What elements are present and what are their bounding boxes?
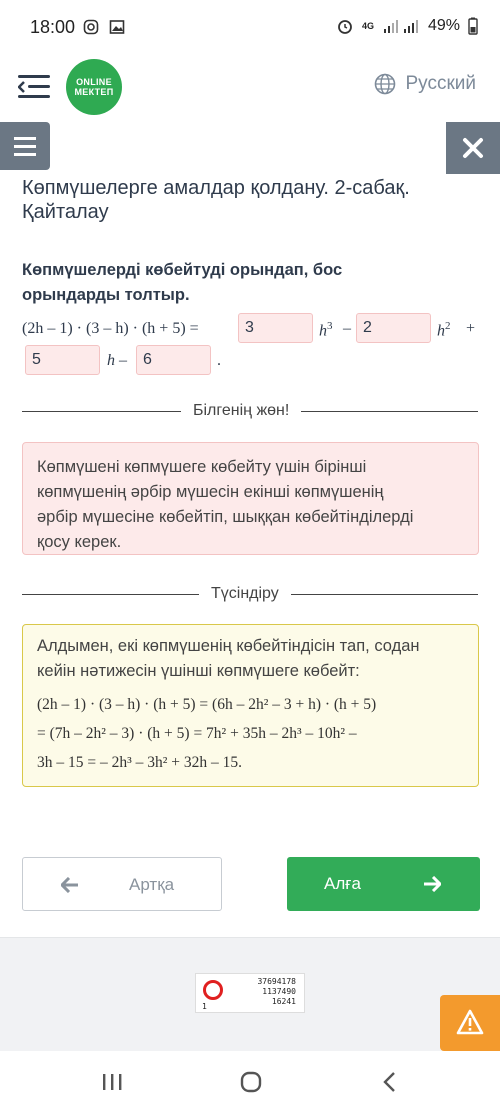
equation-minus1: – [343,320,351,337]
logo-text-line1: ONLINE [76,77,112,87]
back-button[interactable] [22,857,222,911]
recent-apps-icon[interactable] [101,1072,123,1092]
question-line1: Көпмүшелерді көбейтуді орындап, бос [22,261,343,279]
network-label: 4G [361,20,374,31]
explanation-line1: Алдымен, екі көпмүшенің көбейтіндісін тап, содан [37,637,420,655]
term3-variable: h – [107,352,127,369]
answer-field-2[interactable]: 2 [356,313,431,343]
answer-field-3[interactable]: 5 [25,345,100,375]
warning-icon [456,1009,484,1035]
hint-label: Білгенің жөн! [181,402,301,420]
system-nav-bar [0,1051,500,1111]
language-label: Русский [405,73,476,94]
signal-icon [382,18,420,34]
explanation-box [22,624,479,787]
explanation-line2: кейін нәтижесін үшінші көпмүшеге көбейт: [37,662,360,680]
gallery-icon [109,19,125,35]
hint-box [22,442,479,555]
report-button[interactable] [440,995,500,1051]
term2-exponent: 2 [445,320,451,332]
question-line2: орындарды толтыр. [22,286,190,304]
hint-line4: қосу керек. [37,533,122,551]
next-button-label: Алға [324,874,361,893]
ad-number-3: 16241 [271,997,296,1006]
equation-term3 [107,352,127,370]
battery-icon [468,17,478,35]
ad-numbers [257,977,296,1007]
instagram-icon [83,19,99,35]
answer-field-1[interactable]: 3 [238,313,313,343]
nav-menu-icon[interactable] [18,72,50,102]
status-bar [0,0,500,56]
ad-image[interactable] [195,973,305,1013]
term1-variable: h [319,322,327,340]
hint-line2: көпмүшенің әрбір мүшесін екінші көпмүшенің [37,483,384,501]
term2-variable: h [437,322,445,340]
close-icon [462,137,484,159]
ad-number-1: 37694178 [257,977,296,986]
explanation-math-line3: 3h – 15 = – 2h³ – 3h² + 32h – 15. [37,754,243,771]
question-text [22,258,482,308]
equation-term1 [319,320,333,340]
app-header [0,56,500,118]
lesson-title [22,176,492,224]
online-mektep-logo[interactable] [66,59,122,115]
lesson-title-line1: Көпмүшелерге амалдар қолдану. 2-сабақ. [22,177,410,199]
logo-text-line2: МЕКТЕП [74,87,114,97]
equation-expression: (2h – 1) · (3 – h) · (h + 5) = [22,320,199,337]
task-menu-button[interactable] [0,122,50,170]
red-circle-icon [202,979,224,1001]
arrow-left-icon [61,877,79,893]
status-time: 18:00 [30,17,76,37]
hint-line3: әрбір мүшесіне көбейтіп, шыққан көбейтінділерді [37,508,414,526]
ad-left-number: 1 [202,1002,207,1011]
battery-level: 49% [427,17,460,34]
back-nav-icon[interactable] [382,1071,398,1093]
status-app-icons [83,19,125,35]
hint-line1: Көпмүшені көпмүшеге көбейту үшін бірінші [37,458,367,476]
explanation-label: Түсіндіру [199,585,291,603]
explanation-math-line1: (2h – 1) · (3 – h) · (h + 5) = (6h – 2h² – 3 + h) · (h + 5) [37,696,377,713]
status-right [336,17,478,35]
answer-field-4[interactable]: 6 [136,345,211,375]
next-button[interactable] [287,857,480,911]
globe-icon [374,73,396,95]
ad-number-2: 1137490 [262,987,296,996]
language-selector[interactable] [374,73,477,95]
explanation-math-line2: = (7h – 2h² – 3) · (h + 5) = 7h² + 35h – 2h³ – 10h² – [37,725,357,742]
term1-exponent: 3 [327,320,333,332]
back-button-label: Артқа [129,875,175,894]
alarm-icon [336,17,354,35]
lesson-title-line2: Қайталау [22,201,109,223]
home-icon[interactable] [239,1070,263,1094]
equation-term2 [437,320,451,340]
equation-plus: + [466,320,476,337]
close-button[interactable] [446,122,500,174]
equation-end: . [217,352,221,369]
arrow-right-icon [423,876,441,892]
